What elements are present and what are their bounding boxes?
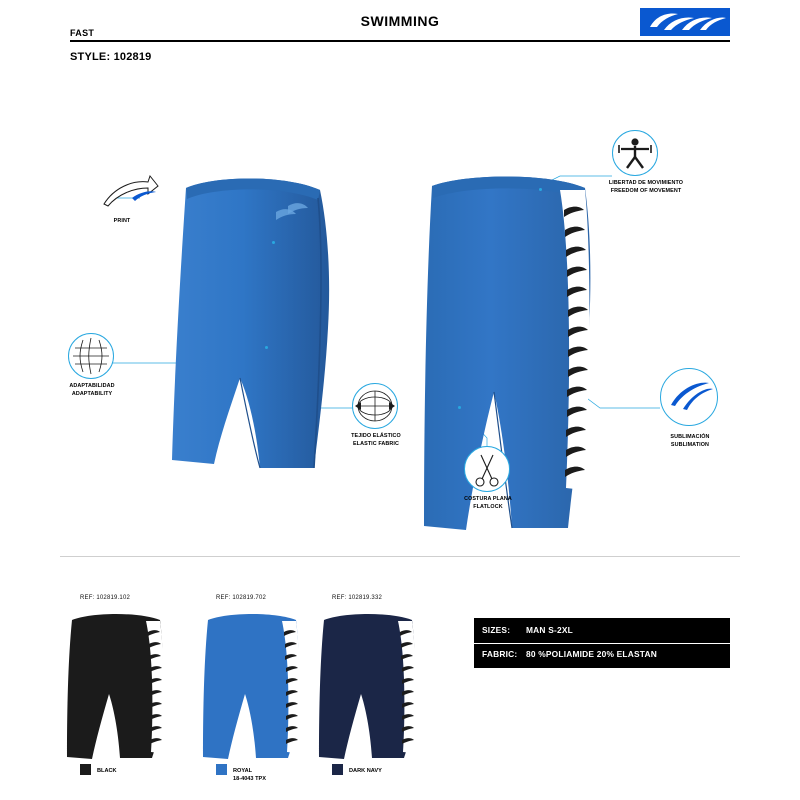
style-code: STYLE: 102819 xyxy=(70,51,152,63)
page-title: SWIMMING xyxy=(360,13,440,29)
colorways-section xyxy=(0,560,800,800)
callout-dot xyxy=(265,346,268,349)
feature-freedom-label: LIBERTAD DE MOVIMIENTO FREEDOM OF MOVEMENT xyxy=(608,180,684,194)
colorway-garment-black xyxy=(64,610,174,760)
scissors-seam-icon xyxy=(464,446,510,492)
joma-logo-icon xyxy=(660,368,718,426)
spec-sizes-value: MAN S-2XL xyxy=(526,625,573,635)
page-header xyxy=(0,0,800,63)
garment-side-view xyxy=(168,168,348,548)
colorway-ref: REF: 102819.102 xyxy=(80,595,131,601)
colorway-garment-royal xyxy=(200,610,310,760)
section-divider xyxy=(60,556,740,557)
colorway-name: DARK NAVY xyxy=(349,768,382,774)
mesh-grid-icon xyxy=(68,333,114,379)
spec-fabric-value: 80 %POLIAMIDE 20% ELASTAN xyxy=(526,649,657,659)
feature-sublimation-label: SUBLIMACIÓN SUBLIMATION xyxy=(670,434,710,448)
colorway-ref: REF: 102819.702 xyxy=(216,595,267,601)
spec-sizes-key: SIZES: xyxy=(482,625,511,635)
color-swatch xyxy=(80,764,91,775)
colorway-ref: REF: 102819.332 xyxy=(332,595,383,601)
joma-logo xyxy=(640,8,730,36)
color-swatch xyxy=(332,764,343,775)
color-swatch xyxy=(216,764,227,775)
colorway-garment-dark-navy xyxy=(316,610,426,760)
feature-print-label: PRINT xyxy=(113,218,131,224)
globe-stretch-icon xyxy=(352,383,398,429)
header-category: FAST xyxy=(70,28,95,38)
product-illustration-area xyxy=(0,78,800,556)
callout-dot xyxy=(458,406,461,409)
spec-table xyxy=(474,618,730,668)
callout-leader-lines xyxy=(0,78,800,556)
running-man-icon xyxy=(612,130,658,176)
feature-flatlock-label: COSTURA PLANA FLATLOCK xyxy=(464,496,512,510)
colorway-name: ROYAL 18-4043 TPX xyxy=(233,768,266,783)
header-divider xyxy=(70,40,730,42)
callout-dot xyxy=(272,241,275,244)
spec-fabric-key: FABRIC: xyxy=(482,649,518,659)
colorway-name: BLACK xyxy=(97,768,117,774)
spec-row-fabric xyxy=(474,642,730,666)
feature-adaptability-label: ADAPTABILIDAD ADAPTABILITY xyxy=(69,383,115,397)
spec-row-sizes xyxy=(474,618,730,642)
callout-dot xyxy=(539,188,542,191)
feature-elastic-fabric-label: TEJIDO ELÁSTICO ELASTIC FABRIC xyxy=(351,433,401,447)
joma-arrow-print-icon xyxy=(98,174,160,216)
